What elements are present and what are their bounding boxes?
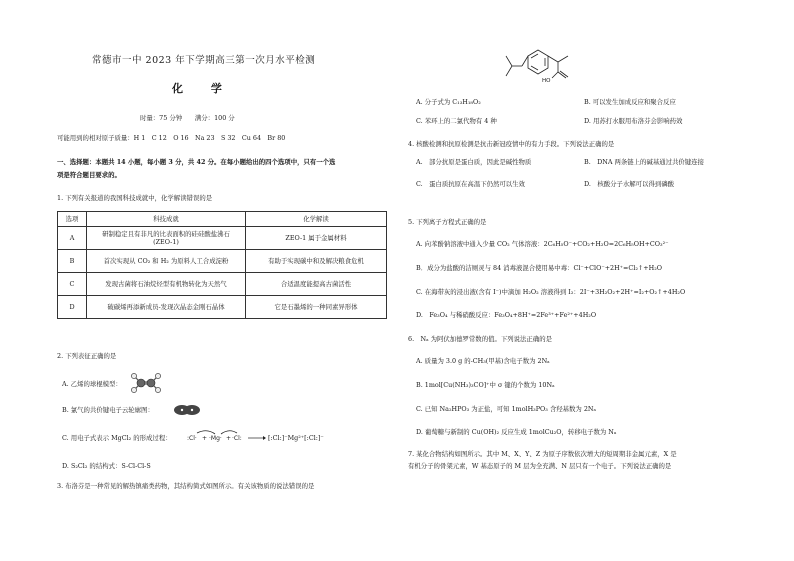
- electron-cloud-icon: [172, 403, 202, 417]
- table-row: [58, 227, 387, 250]
- mgcl2-formation-diagram: [185, 427, 267, 449]
- row-achievement: 发现古菌将石油烷烃型有机物转化为天然气: [87, 273, 246, 296]
- q5-option-c: C. 在海带灰的浸出液(含有 I⁻)中滴加 H₂O₂ 溶液得到 I₂：2I⁻+3H₂O₂+2H⁺=I₂+O₂↑+4H₂O: [416, 288, 686, 296]
- q5-option-d: D. Fe₃O₄ 与稀硝酸反应：Fe₃O₄+8H⁺=2Fe³⁺+Fe²⁺+4H₂O: [416, 311, 597, 319]
- q2-option-a: A. 乙烯的球棍模型：: [62, 380, 122, 388]
- q1-stem: 1. 下列有关报道的我国科技成就中，化学解读错误的是: [57, 194, 213, 202]
- q6-option-b: B. 1mol[Cu(NH₃)₃CO]⁺中 σ 键的个数为 10Nₐ: [416, 381, 555, 389]
- table-row: [58, 250, 387, 273]
- row-achievement-line2: (ZEO-1): [153, 238, 179, 246]
- q7-stem-line1: 7. 某化合物结构如图所示。其中 M、X、Y、Z 为原子序数依次增大的短周期非金属元素，X 是: [408, 450, 677, 458]
- q2-option-d: D. S₂Cl₂ 的结构式：S-Cl-Cl-S: [62, 462, 151, 470]
- table-row: [58, 296, 387, 319]
- q6-stem: 6. Nₐ 为阿伏加德罗常数的值。下列说法正确的是: [408, 335, 552, 343]
- q7-stem-line2: 有机分子的骨架元素，W 基态原子的 M 层为全充满、N 层只有一个电子。下列说法正确的是: [408, 462, 672, 470]
- svg-text:·Mg·: ·Mg·: [209, 435, 222, 442]
- header-option: 选项: [58, 212, 87, 227]
- q3-option-c: C. 苯环上的二氯代物有 4 种: [416, 117, 497, 125]
- q5-stem: 5. 下列离子方程式正确的是: [408, 218, 487, 226]
- q3-option-d: D. 用苏打水服用布洛芬会影响药效: [584, 117, 683, 125]
- row-interpretation: 有助于实现碳中和及解决粮食危机: [246, 250, 387, 273]
- q6-option-d: D. 葡萄糖与新制的 Cu(OH)₂ 反应生成 1molCu₂O，转移电子数为 Nₐ: [416, 428, 617, 436]
- q2-option-b: B. 氯气的共价键电子云轮廓图：: [62, 406, 154, 414]
- ibuprofen-structure-diagram: [500, 46, 610, 92]
- structure-ho-label: HO: [542, 78, 551, 84]
- svg-text:·Cl:: ·Cl:: [232, 435, 242, 442]
- row-achievement-line1: 研制稳定且有非凡的比表面积的硅硅酸盐沸石: [102, 230, 230, 238]
- table-header-row: [58, 212, 387, 227]
- q4-option-b: B. DNA 两条链上的碱基通过共价键连接: [584, 158, 704, 166]
- header-interpretation: 化学解读: [246, 212, 387, 227]
- row-option: A: [58, 227, 87, 250]
- q6-option-a: A. 质量为 3.0 g 的-CH₃(甲基)含电子数为 2Nₐ: [416, 357, 550, 365]
- exam-title: 常德市一中 2023 年下学期高三第一次月水平检测: [92, 55, 316, 66]
- time-score: 时量：75 分钟 满分：100 分: [140, 114, 235, 122]
- q5-option-a: A. 向苯酚钠溶液中通入少量 CO₂ 气体溶液：2C₆H₅O⁻+CO₂+H₂O=2C₆H₅OH+CO₃²⁻: [416, 240, 669, 248]
- row-achievement: 破碳烯再添新成员-发现次晶态金刚石晶体: [87, 296, 246, 319]
- q3-stem: 3. 布洛芬是一种常见的解热镇痛类药物，其结构简式如图所示。有关该物质的说法错误的是: [57, 482, 315, 490]
- q2-option-c: C. 用电子式表示 MgCl₂ 的形成过程：: [62, 434, 172, 442]
- q4-option-a: A. 部分抗原是蛋白质，因此是碱性物质: [416, 158, 532, 166]
- row-option: B: [58, 250, 87, 273]
- row-interpretation: 它是石墨烯的一种同素异形体: [246, 296, 387, 319]
- header-achievement: 科技成就: [87, 212, 246, 227]
- svg-text::Cl·: :Cl·: [187, 435, 197, 442]
- svg-text:+: +: [226, 435, 232, 442]
- row-achievement: 首次实现从 CO₂ 和 H₂ 为原料人工合成淀粉: [87, 250, 246, 273]
- q6-option-c: C. 已知 Na₂HPO₃ 为正盐，可知 1molH₃PO₃ 含羟基数为 2Nₐ: [416, 405, 596, 413]
- row-interpretation: ZEO-1 属于金属材料: [246, 227, 387, 250]
- subject-title: 化 学: [172, 82, 234, 95]
- q3-option-a: A. 分子式为 C₁₃H₁₈O₂: [416, 98, 481, 106]
- ethylene-ball-stick-model-icon: [128, 372, 164, 394]
- q2-stem: 2. 下列表征正确的是: [57, 352, 117, 360]
- row-interpretation: 合适温度能提高古菌活性: [246, 273, 387, 296]
- q4-option-c: C. 蛋白质抗原在高温下仍然可以生效: [416, 180, 525, 188]
- row-option: D: [58, 296, 87, 319]
- svg-text:+: +: [202, 435, 208, 442]
- row-achievement: [87, 227, 246, 250]
- q1-table: [57, 211, 387, 319]
- atomic-masses: 可能用到的相对原子质量：H 1 C 12 O 16 Na 23 S 32 Cu 64 Br 80: [57, 134, 286, 142]
- section-instruction-line2: 项是符合题目要求的。: [57, 171, 121, 179]
- q4-stem: 4. 核酸检测和抗原检测是抗击新冠疫情中的有力手段。下列说法正确的是: [408, 140, 615, 148]
- table-row: [58, 273, 387, 296]
- section-instruction-line1: 一、选择题：本题共 14 小题，每小题 3 分，共 42 分。在每小题给出的四个选项中，只有一个选: [57, 158, 336, 166]
- mgcl2-product-formula: [:Cl:]⁻Mg²⁺[:Cl:]⁻: [268, 434, 324, 442]
- q5-option-b: B．成分为盐酸的洁厕灵与 84 消毒液混合使用易中毒：Cl⁻+ClO⁻+2H⁺=Cl₂↑+H₂O: [416, 264, 662, 272]
- q4-option-d: D. 核酸分子水解可以得到磷酸: [584, 180, 675, 188]
- row-option: C: [58, 273, 87, 296]
- q3-option-b: B. 可以发生加成反应和聚合反应: [584, 98, 676, 106]
